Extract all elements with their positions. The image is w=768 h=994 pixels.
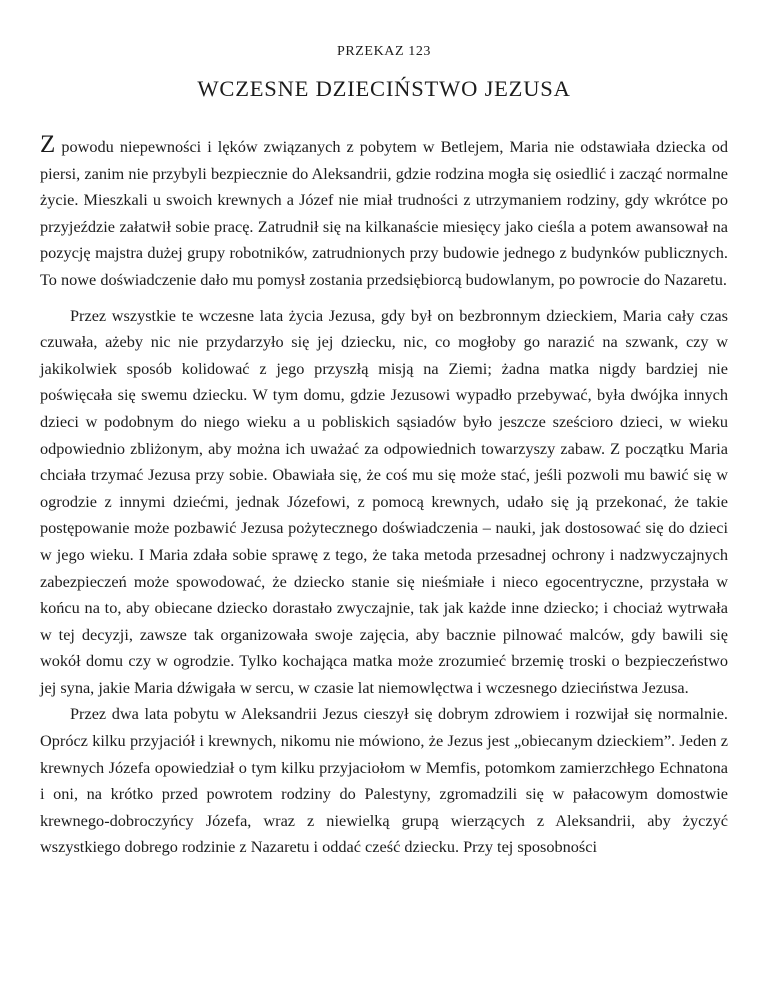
paragraph-2: Przez wszystkie te wczesne lata życia Jezusa, gdy był on bezbronnym dzieckiem, Maria cały czas czuwała, ażeby nic nie przydarzyło się jej dziecku, nic, co mogłoby go narazić na szwank, czy w jakikolwiek sposób kolidować z jego przyszłą misją na Ziemi; żadna matka nigdy bardziej nie poświęcała się swemu dziecku. W tym domu, gdzie Jezusowi wypadło przebywać, była dwójka innych dzieci w podobnym do niego wieku a u pobliskich sąsiadów było jeszcze sześcioro dzieci, w wieku odpowiednio zbliżonym, aby można ich uważać za odpowiednich towarzyszy zabaw. Z początku Maria chciała trzymać Jezusa przy sobie. Obawiała się, że coś mu się może stać, jeśli pozwoli mu bawić się w ogrodzie z innymi dziećmi, jednak Józefowi, z pomocą krewnych, udało się ją przekonać, że takie postępowanie może pozbawić Jezusa pożytecznego doświadczenia – nauki, jak dostosować się do dzieci w jego wieku. I Maria zdała sobie sprawę z tego, że taka metoda przesadnej ochrony i nadzwyczajnych zabezpieczeń może spowodować, że dziecko stanie się nieśmiałe i nieco egocentryczne, przystała w końcu na to, aby obiecane dziecko dorastało zwyczajnie, tak jak każde inne dziecko; i chociaż wytrwała w tej decyzji, zawsze tak organizowała swoje zajęcia, aby bacznie pilnować malców, gdy bawili się wokół domu czy w ogrodzie. Tylko kochająca matka może zrozumieć brzemię troski o bezpieczeństwo jej syna, jakie Maria dźwigała w sercu, w czasie lat niemowlęctwa i wczesnego dzieciństwa Jezusa.	[40, 305, 728, 697]
paper-number: PRZEKAZ 123	[336, 44, 432, 59]
paragraph-3: Przez dwa lata pobytu w Aleksandrii Jezus cieszył się dobrym zdrowiem i rozwijał się normalnie. Oprócz kilku przyjaciół i krewnych, nikomu nie mówiono, że Jezus jest „obiecanym dzieckiem”. Jeden z krewnych Józefa opowiedział o tym kilku przyjaciołom w Memfis, potomkom zamierzchłego Echnatona i oni, na krótko przed powrotem rodziny do Palestyny, zgromadzili się w pałacowym domostwie krewnego-dobroczyńcy Józefa, wraz z niewielką grupą wierzących z Aleksandrii, aby życzyć wszystkiego dobrego rodzinie z Nazaretu i oddać cześć dziecku. Przy tej sposobności	[40, 704, 728, 857]
page-title: WCZESNE DZIECIŃSTWO JEZUSA	[197, 76, 571, 101]
paragraph-1-text: powodu niepewności i lęków związanych z pobytem w Betlejem, Maria nie odstawiała dziecka od piersi, zanim nie przybyli bezpiecznie do Aleksandrii, gdzie rodzina mogła się osiedlić i zacząć normalne życie. Mieszkali u swoich krewnych a Józef nie miał trudności z utrzymaniem rodziny, gdy wkrótce po przyjeździe załatwił sobie pracę. Zatrudnił się na kilkanaście miesięcy jako cieśla a potem awansował na pozycję majstra dużej grupy robotników, zatrudnionych przy budowie jednego z budynków publicznych. To nowe doświadczenie dało mu pomysł zostania przedsiębiorcą budowlanym, po powrocie do Nazaretu.	[40, 137, 728, 289]
paragraph-1	[40, 132, 728, 294]
initial-letter: Z	[40, 131, 56, 158]
